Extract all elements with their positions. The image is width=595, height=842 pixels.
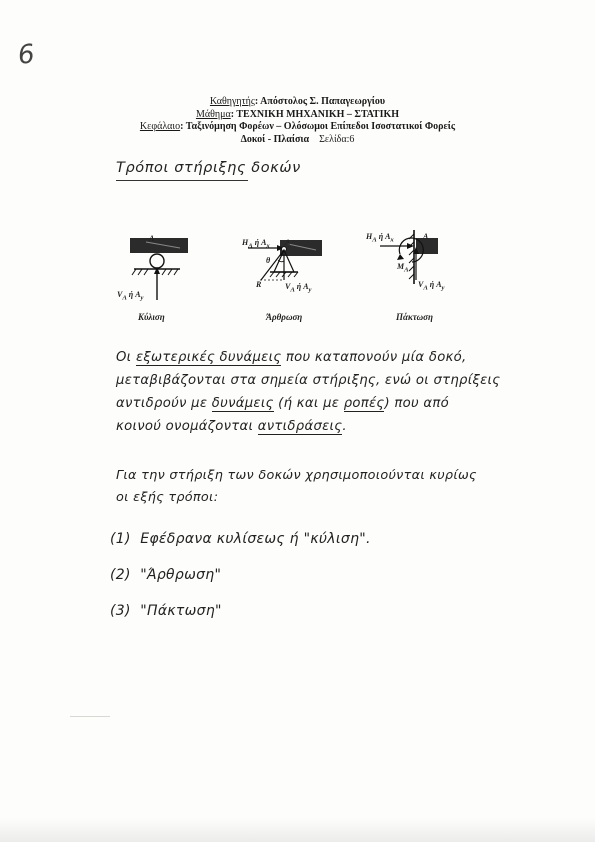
list-item-2: (2) "Άρθρωση" xyxy=(110,567,222,583)
paragraph2-line2: οι εξής τρόποι: xyxy=(116,490,219,505)
fig3-horizontal-reaction-label: $H_A$ ή $A_x$ xyxy=(366,232,394,244)
fig1-point-a: A xyxy=(149,234,155,243)
fig2-resultant-r: R xyxy=(256,280,262,289)
paragraph1-line3: αντιδρούν με δυνάμεις (ή και με ροπές) που από xyxy=(116,396,450,411)
title-underline xyxy=(116,180,248,181)
paragraph1-line1: Οι εξωτερικές δυνάμεις που καταπονούν μία δοκό, xyxy=(116,350,467,365)
fig3-vertical-reaction-label: $V_A$ ή $A_y$ xyxy=(418,280,445,292)
handwritten-page-number: 6 xyxy=(16,39,37,71)
scan-noise xyxy=(70,716,110,717)
fig3-moment-label: $M_A$ xyxy=(397,262,409,274)
list-item-1: (1) Εφέδρανα κυλίσεως ή "κύλιση". xyxy=(110,531,371,547)
roller-icon xyxy=(150,254,164,268)
fig1-caption: Κύλιση xyxy=(138,312,165,322)
paragraph1-line4: κοινού ονομάζονται αντιδράσεις. xyxy=(116,419,347,434)
fig3-point-a: A xyxy=(423,232,429,241)
fig2-caption: Άρθρωση xyxy=(266,312,303,322)
paragraph1-line2: μεταβιβάζονται στα σημεία στήριξης, ενώ οι στηρίξεις xyxy=(116,373,501,388)
fig2-horizontal-reaction-label: $H_A$ ή $A_x$ xyxy=(242,238,270,250)
resultant-arrow xyxy=(261,250,284,280)
fig2-vertical-reaction-label: $V_A$ ή $A_y$ xyxy=(285,282,312,294)
fig1-vertical-reaction-label: $V_A$ ή $A_y$ xyxy=(117,290,144,302)
header-subtitle: Δοκοί - Πλαίσια Σελίδα:6 xyxy=(240,133,355,145)
header-course: Μάθημα: ΤΕΧΝΙΚΗ ΜΗΧΑΝΙΚΗ – ΣΤΑΤΙΚΗ xyxy=(195,108,400,120)
fig2-angle-theta: θ xyxy=(266,256,271,265)
section-title: Τρόποι στήριξης δοκών xyxy=(116,160,301,176)
header-chapter: Κεφάλαιο: Ταξινόμηση Φορέων – Ολόσωμοι Επίπεδοι Ισοστατικοί Φορείς xyxy=(139,121,456,132)
beam-shape xyxy=(130,238,188,253)
fig3-caption: Πάκτωση xyxy=(396,312,433,322)
header-professor: Καθηγητής: Απόστολος Σ. Παπαγεωργίου xyxy=(209,96,386,107)
scan-shadow xyxy=(0,818,595,842)
paragraph2-line1: Για την στήριξη των δοκών χρησιμοποιούνται κυρίως xyxy=(116,468,477,483)
list-item-3: (3) "Πάκτωση" xyxy=(110,603,222,619)
fig2-point-a: A xyxy=(285,238,291,247)
document-header xyxy=(0,96,595,146)
